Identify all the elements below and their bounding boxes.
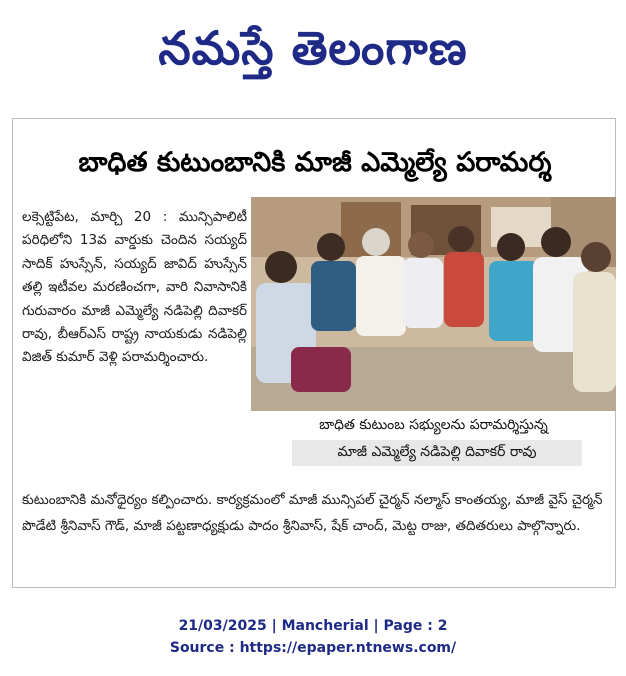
source-url-line[interactable]: Source : https://epaper.ntnews.com/ [169, 640, 457, 656]
article-body-column: లక్సెట్టిపేట, మార్చి 20 : మున్సిపాలిటీ పరిధిలోని 13వ వార్డుకు చెందిన సయ్యద్ సాదిక్ హుస్సేన్, సయ్యద్ జావిద్ హుస్సేన్ తల్లి ఇటీవల మరణించగా, వారి నివాసానికి గురువారం మాజీ ఎమ్మెల్యే నడిపెల్లి దివాకర్ రావు, బీఆర్ఎస్ రాష్ట్ర నాయకుడు నడిపెల్లి విజిత్ కుమార్ వెళ్లి పరామర్శించారు. [22, 209, 247, 366]
newspaper-logo: నమస్తే తెలంగాణ [158, 21, 468, 75]
photo-caption-line2: మాజీ ఎమ్మెల్యే నడిపెల్లి దివాకర్ రావు [292, 440, 582, 466]
article-body-continued: కుటుంబానికి మనోధైర్యం కల్పించారు. కార్యక్రమంలో మాజీ మున్సిపల్ చైర్మన్ నల్మాస్ కాంతయ్య, మాజీ వైస్ చైర్మన్ పొడేటి శ్రీనివాస్ గౌడ్, మాజీ పట్టణాధ్యక్షుడు పాదం శ్రీనివాస్, షేక్ చాంద్, మెట్ట రాజు, తదితరులు పాల్గొన్నారు. [22, 492, 603, 534]
newspaper-masthead [0, 0, 626, 108]
photo-caption-line1: బాధిత కుటుంబ సభ్యులను పరామర్శిస్తున్న [319, 416, 548, 433]
article-headline: బాధిత కుటుంబానికి మాజీ ఎమ్మెల్యే పరామర్శ [78, 147, 552, 178]
group-photo-illustration [251, 197, 616, 411]
publication-date-line: 21/03/2025 | Mancherial | Page : 2 [178, 618, 448, 634]
article-photo [251, 197, 616, 411]
